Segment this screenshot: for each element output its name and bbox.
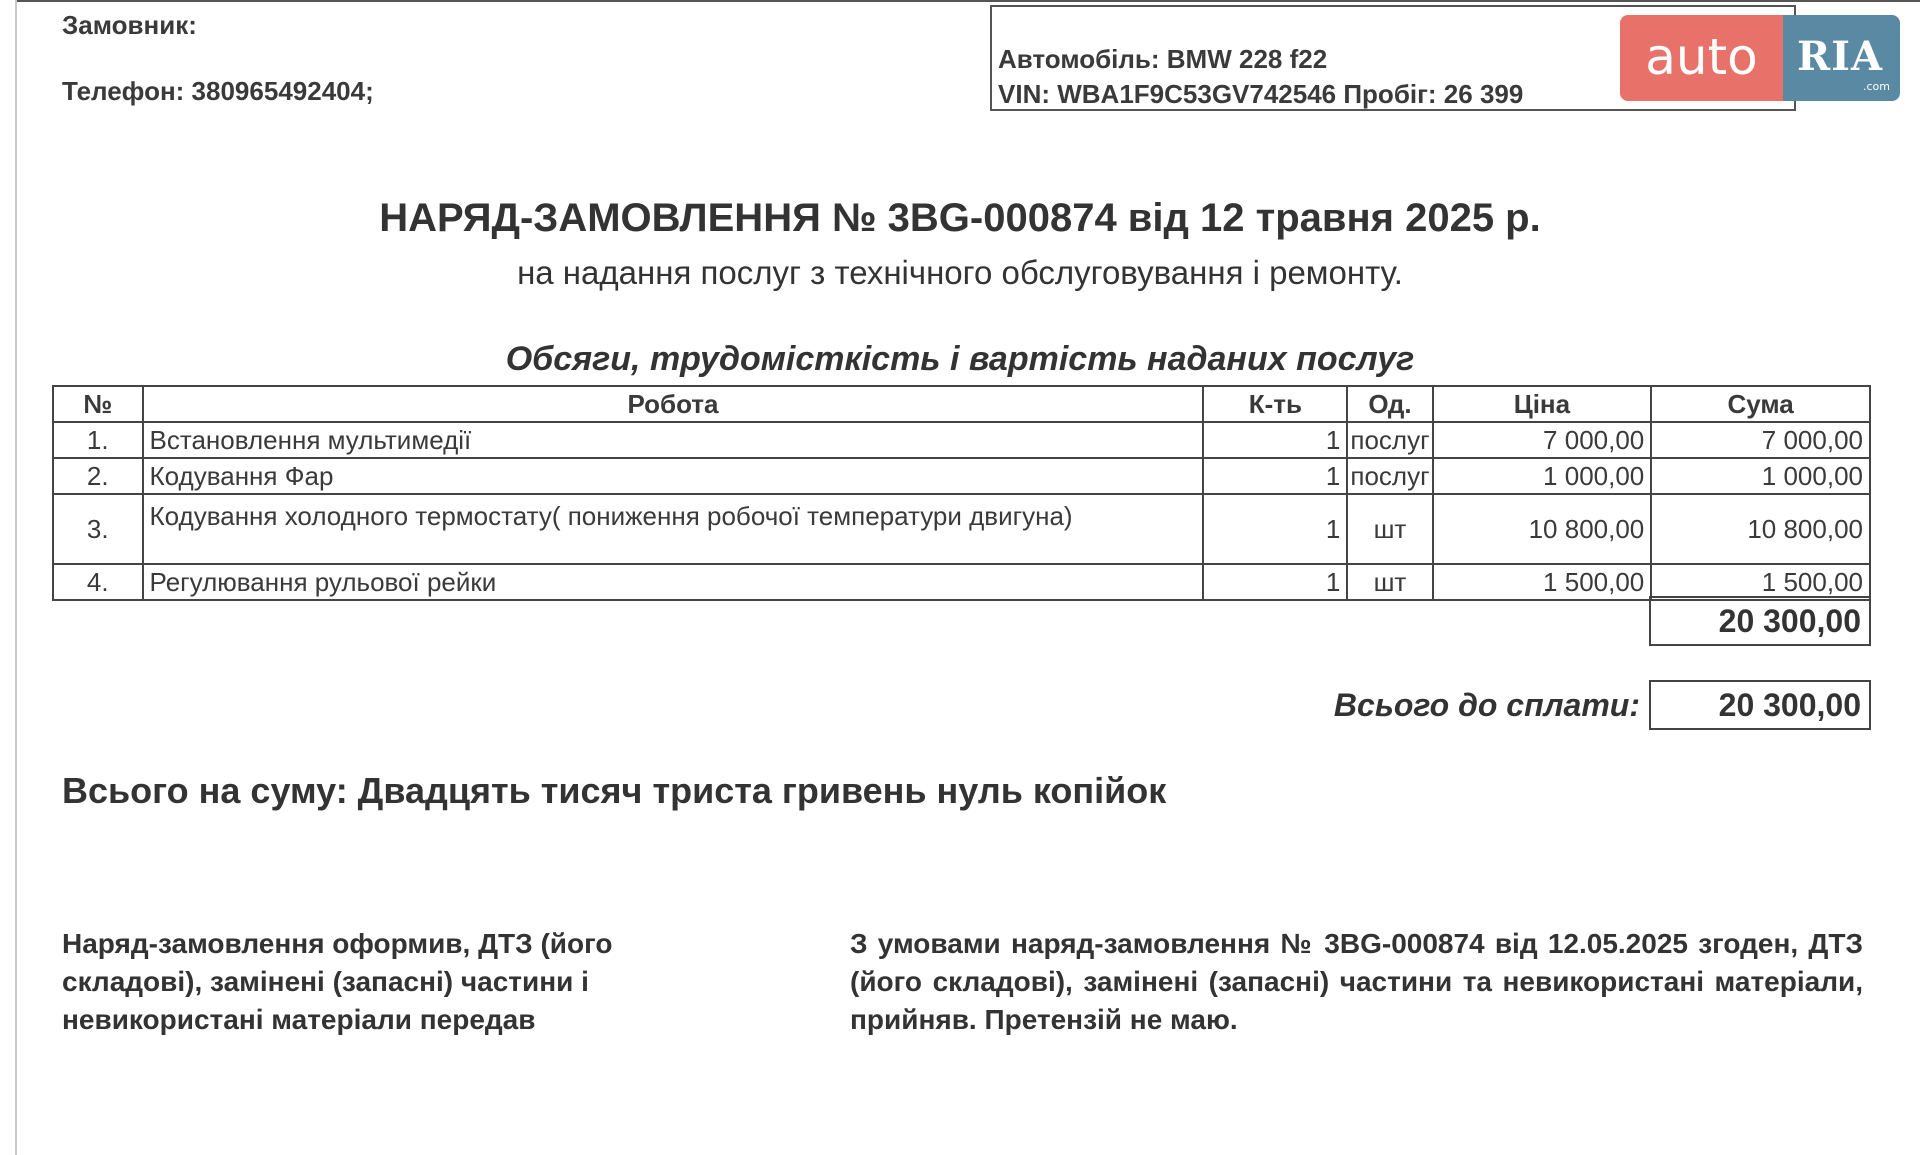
signature-customer-text: З умовами наряд-замовлення № 3BG-000874 від 12.05.2025 згоден, ДТЗ (його складові), замінені (запасні) частини та невикористані матеріали, прийняв. Претензій не маю. xyxy=(850,928,1863,1035)
table-row xyxy=(53,422,1870,458)
header-price: Ціна xyxy=(1433,386,1652,422)
row-sum: 10 800,00 xyxy=(1651,494,1870,564)
row-work: Встановлення мультимедії xyxy=(143,422,1204,458)
row-quantity: 1 xyxy=(1203,494,1347,564)
left-border xyxy=(15,0,17,1155)
row-number: 4. xyxy=(53,564,143,600)
grand-total-value: 20 300,00 xyxy=(1649,680,1871,730)
row-unit: шт xyxy=(1347,564,1432,600)
row-quantity: 1 xyxy=(1203,564,1347,600)
vehicle-model: Автомобіль: BMW 228 f22 xyxy=(998,44,1328,74)
row-work: Кодування холодного термостату( пониження робочої температури двигуна) xyxy=(143,494,1204,564)
row-number: 3. xyxy=(53,494,143,564)
table-row xyxy=(53,458,1870,494)
header-unit: Од. xyxy=(1347,386,1432,422)
subtotal-value: 20 300,00 xyxy=(1649,596,1871,646)
header-quantity: К-ть xyxy=(1203,386,1347,422)
services-table xyxy=(52,385,1871,601)
autoria-logo xyxy=(1620,15,1900,101)
row-number: 1. xyxy=(53,422,143,458)
header-sum: Сума xyxy=(1651,386,1870,422)
row-work: Регулювання рульової рейки xyxy=(143,564,1204,600)
row-price: 7 000,00 xyxy=(1433,422,1652,458)
row-price: 10 800,00 xyxy=(1433,494,1652,564)
signature-issuer-text: Наряд-замовлення оформив, ДТЗ (його складові), замінені (запасні) частини і невикористані матеріали передав xyxy=(62,928,613,1035)
table-row xyxy=(53,564,1870,600)
row-sum: 1 500,00 xyxy=(1651,564,1870,600)
logo-auto-text: auto xyxy=(1620,15,1783,101)
row-quantity: 1 xyxy=(1203,422,1347,458)
header-work: Робота xyxy=(143,386,1204,422)
vehicle-vin-mileage: VIN: WBA1F9C53GV742546 Пробіг: 26 399 xyxy=(998,79,1524,109)
row-number: 2. xyxy=(53,458,143,494)
logo-ria-text: RIA xyxy=(1797,33,1883,80)
row-price: 1 500,00 xyxy=(1433,564,1652,600)
row-price: 1 000,00 xyxy=(1433,458,1652,494)
customer-phone: Телефон: 380965492404; xyxy=(62,76,374,106)
row-sum: 1 000,00 xyxy=(1651,458,1870,494)
customer-label: Замовник: xyxy=(62,10,197,40)
row-unit: послуг xyxy=(1347,458,1432,494)
row-unit: шт xyxy=(1347,494,1432,564)
logo-com-text: .com xyxy=(1863,80,1890,93)
top-border xyxy=(15,0,1920,2)
amount-in-words: Всього на суму: Двадцять тисяч триста гривень нуль копійок xyxy=(62,770,1167,811)
row-sum: 7 000,00 xyxy=(1651,422,1870,458)
document-subtitle: на надання послуг з технічного обслуговування і ремонту. xyxy=(517,254,1403,291)
table-row xyxy=(53,494,1870,564)
document-title: НАРЯД-ЗАМОВЛЕННЯ № 3BG-000874 від 12 травня 2025 р. xyxy=(379,196,1541,240)
grand-total-label: Всього до сплати: xyxy=(1333,687,1640,723)
header-number: № xyxy=(53,386,143,422)
section-title: Обсяги, трудомісткість і вартість наданих послуг xyxy=(505,340,1415,378)
row-work: Кодування Фар xyxy=(143,458,1204,494)
row-unit: послуг xyxy=(1347,422,1432,458)
logo-ria-block xyxy=(1783,15,1900,101)
row-quantity: 1 xyxy=(1203,458,1347,494)
table-header-row xyxy=(53,386,1870,422)
